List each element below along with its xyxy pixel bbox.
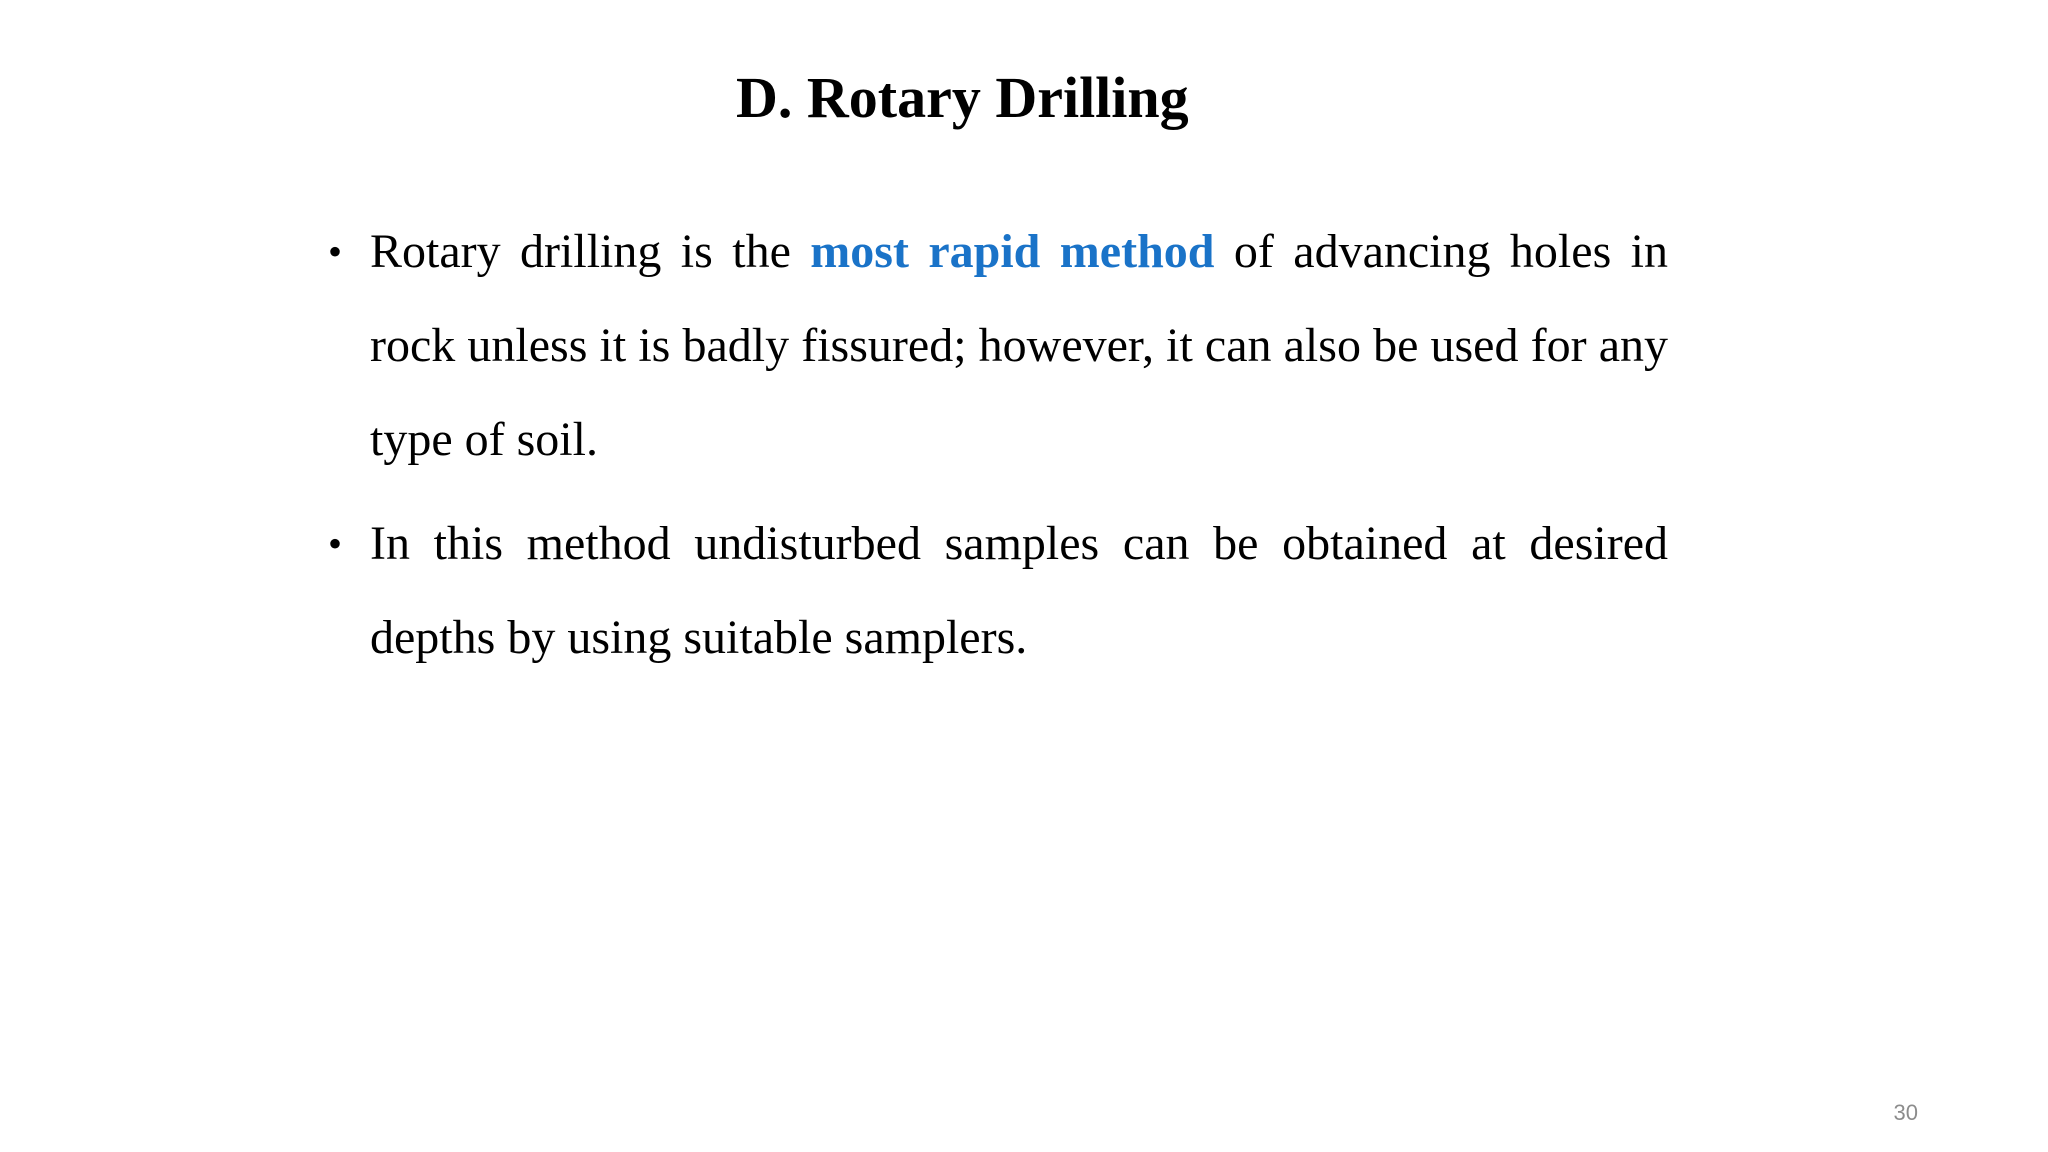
bullet-item	[328, 205, 1668, 487]
bullet-item	[328, 497, 1668, 685]
bullet-marker: •	[328, 229, 343, 274]
bullet-text: In this method undisturbed samples can be obtained at desired depths by using suitable samplers.	[370, 517, 1668, 664]
bullet-text-after: of advancing holes in rock unless it is badly fissured; however, it can also be used for any type of soil.	[370, 225, 1668, 466]
slide-title: D. Rotary Drilling	[736, 65, 1189, 130]
page-number: 30	[1893, 1100, 1918, 1125]
bullet-text-before: Rotary drilling is the	[370, 225, 811, 278]
bullet-marker: •	[328, 521, 343, 566]
bullet-list	[328, 205, 1668, 685]
bullet-highlight: most rapid method	[810, 225, 1215, 278]
